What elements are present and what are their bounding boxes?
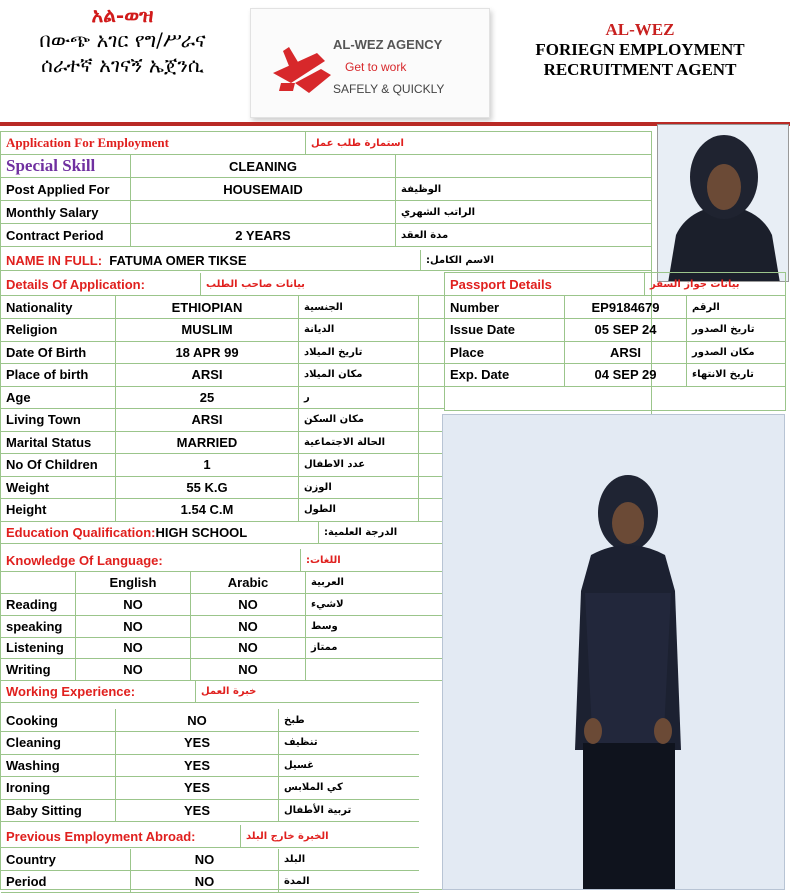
language-english: NO bbox=[76, 616, 191, 637]
language-row bbox=[1, 659, 445, 681]
passport-label: Number bbox=[445, 296, 565, 318]
language-ar: ممتاز bbox=[311, 642, 338, 653]
passport-row bbox=[444, 364, 786, 387]
english-subtitle-1: FORIEGN EMPLOYMENT bbox=[535, 40, 745, 59]
detail-row bbox=[1, 386, 445, 409]
detail-row bbox=[1, 454, 445, 477]
english-header bbox=[505, 20, 775, 80]
post-label: Post Applied For bbox=[1, 178, 131, 200]
language-label: Writing bbox=[1, 659, 76, 680]
detail-value: 1.54 C.M bbox=[116, 499, 299, 521]
application-title-ar: استمارة طلب عمل bbox=[311, 137, 404, 149]
passport-row bbox=[444, 341, 786, 364]
language-title-ar: اللغات: bbox=[306, 554, 341, 566]
education-value: HIGH SCHOOL bbox=[155, 524, 248, 540]
contract-row bbox=[1, 224, 651, 247]
experience-label: Cooking bbox=[1, 709, 116, 731]
amharic-agency-name: አል-ወዝ bbox=[91, 3, 154, 27]
amharic-subtitle-2: ሰራተኛ አገናኝ ኤጀንሲ bbox=[41, 53, 204, 77]
language-col-ar: العربية bbox=[311, 577, 344, 588]
applicant-full-body-photo bbox=[442, 414, 785, 890]
passport-title-row bbox=[444, 272, 786, 296]
experience-label: Washing bbox=[1, 754, 116, 776]
experience-ar: طبخ bbox=[284, 714, 305, 726]
experience-title-ar: خبرة العمل bbox=[201, 685, 257, 697]
english-agency-name: AL-WEZ bbox=[605, 20, 675, 39]
language-label: Listening bbox=[1, 637, 76, 658]
agency-logo bbox=[250, 8, 490, 118]
experience-ar: كي الملابس bbox=[284, 782, 343, 793]
passport-ar: تاريخ الانتهاء bbox=[692, 369, 754, 380]
experience-value: YES bbox=[116, 777, 279, 799]
experience-value: YES bbox=[116, 754, 279, 776]
detail-row bbox=[1, 364, 445, 387]
detail-value: 18 APR 99 bbox=[116, 341, 299, 363]
previous-ar: البلد bbox=[284, 854, 306, 865]
experience-row bbox=[1, 732, 419, 755]
experience-row bbox=[1, 754, 419, 777]
special-skill-label: Special Skill bbox=[1, 155, 131, 177]
detail-value: MARRIED bbox=[116, 431, 299, 453]
language-title: Knowledge Of Language: bbox=[1, 549, 301, 571]
passport-title: Passport Details bbox=[445, 273, 645, 295]
language-row bbox=[1, 637, 445, 659]
detail-label: Religion bbox=[1, 319, 116, 341]
detail-ar: مكان الميلاد bbox=[299, 364, 419, 386]
detail-ar: ر bbox=[299, 386, 419, 408]
experience-title: Working Experience: bbox=[1, 680, 196, 702]
experience-ar: تنظيف bbox=[284, 737, 318, 748]
detail-label: No Of Children bbox=[1, 454, 116, 476]
logo-sub: SAFELY & QUICKLY bbox=[333, 82, 445, 96]
passport-value: EP9184679 bbox=[565, 296, 687, 318]
education-label: Education Qualification: bbox=[6, 524, 156, 540]
details-title-row bbox=[1, 273, 445, 296]
language-arabic: NO bbox=[191, 594, 306, 615]
amharic-subtitle-1: በውጭ አገር የግ/ሥራና bbox=[39, 28, 206, 52]
detail-value: 1 bbox=[116, 454, 299, 476]
passport-value: 04 SEP 29 bbox=[565, 364, 687, 386]
detail-label: Height bbox=[1, 499, 116, 521]
detail-ar: الديانة bbox=[299, 319, 419, 341]
previous-label: Country bbox=[1, 849, 131, 870]
english-subtitle-2: RECRUITMENT AGENT bbox=[543, 60, 737, 79]
language-label: Reading bbox=[1, 594, 76, 615]
language-title-row bbox=[1, 549, 445, 572]
experience-label: Baby Sitting bbox=[1, 799, 116, 821]
detail-row bbox=[1, 476, 445, 499]
passport-label: Exp. Date bbox=[445, 364, 565, 386]
post-value: HOUSEMAID bbox=[131, 178, 396, 200]
passport-value: 05 SEP 24 bbox=[565, 319, 687, 341]
detail-value: ETHIOPIAN bbox=[116, 296, 299, 318]
detail-ar: الطول bbox=[299, 499, 419, 521]
previous-title: Previous Employment Abroad: bbox=[1, 825, 241, 847]
detail-ar: تاريخ الميلاد bbox=[299, 341, 419, 363]
passport-ar: الرقم bbox=[692, 301, 720, 313]
detail-row bbox=[1, 319, 445, 342]
language-col-arabic: Arabic bbox=[191, 572, 306, 593]
detail-row bbox=[1, 296, 445, 319]
detail-row bbox=[1, 431, 445, 454]
detail-spacer bbox=[419, 319, 445, 341]
language-ar bbox=[306, 659, 445, 680]
passport-title-ar: بيانات جواز السفر bbox=[650, 278, 740, 290]
application-title: Application For Employment bbox=[1, 132, 306, 154]
detail-spacer bbox=[419, 364, 445, 386]
detail-spacer bbox=[419, 341, 445, 363]
passport-value: ARSI bbox=[565, 341, 687, 363]
language-row bbox=[1, 594, 445, 616]
experience-row bbox=[1, 777, 419, 800]
contract-value: 2 YEARS bbox=[131, 224, 396, 246]
detail-label: Nationality bbox=[1, 296, 116, 318]
passport-ar: مكان الصدور bbox=[692, 346, 755, 358]
detail-value: 25 bbox=[116, 386, 299, 408]
salary-value bbox=[131, 201, 396, 223]
post-ar: الوظيفة bbox=[401, 183, 442, 195]
language-row bbox=[1, 616, 445, 638]
special-skill-row bbox=[1, 155, 651, 178]
experience-title-row bbox=[1, 680, 419, 703]
salary-label: Monthly Salary bbox=[1, 201, 131, 223]
salary-ar: الراتب الشهري bbox=[401, 206, 475, 218]
experience-row bbox=[1, 799, 419, 822]
passport-label: Place bbox=[445, 341, 565, 363]
experience-value: YES bbox=[116, 799, 279, 821]
detail-label: Place of birth bbox=[1, 364, 116, 386]
name-ar: الاسم الكامل: bbox=[426, 254, 494, 266]
detail-ar: الجنسية bbox=[299, 296, 419, 318]
salary-row bbox=[1, 201, 651, 224]
amharic-header bbox=[0, 2, 245, 78]
detail-spacer bbox=[419, 386, 445, 408]
language-english: NO bbox=[76, 659, 191, 680]
detail-ar: الحالة الاجتماعية bbox=[299, 431, 419, 453]
education-row bbox=[1, 521, 445, 544]
language-col-english: English bbox=[76, 572, 191, 593]
logo-tagline: Get to work bbox=[345, 60, 407, 74]
detail-row bbox=[1, 341, 445, 364]
experience-label: Cleaning bbox=[1, 732, 116, 754]
applicant-portrait-photo bbox=[657, 124, 789, 282]
detail-spacer bbox=[419, 296, 445, 318]
previous-label: Period bbox=[1, 871, 131, 892]
detail-label: Age bbox=[1, 386, 116, 408]
experience-ar: تربية الأطفال bbox=[284, 804, 352, 816]
experience-ar: غسيل bbox=[284, 759, 315, 771]
detail-ar: مكان السكن bbox=[299, 409, 419, 431]
logo-name: AL-WEZ AGENCY bbox=[333, 37, 443, 52]
detail-label: Marital Status bbox=[1, 431, 116, 453]
details-title: Details Of Application: bbox=[1, 273, 201, 295]
previous-title-ar: الخبرة خارج البلد bbox=[246, 830, 329, 842]
passport-label: Issue Date bbox=[445, 319, 565, 341]
previous-title-row bbox=[1, 825, 419, 848]
detail-value: MUSLIM bbox=[116, 319, 299, 341]
passport-row bbox=[444, 296, 786, 319]
detail-label: Date Of Birth bbox=[1, 341, 116, 363]
post-row bbox=[1, 178, 651, 201]
detail-value: ARSI bbox=[116, 364, 299, 386]
plane-logo-icon bbox=[251, 9, 491, 119]
language-english: NO bbox=[76, 594, 191, 615]
detail-label: Weight bbox=[1, 476, 116, 498]
name-value: FATUMA OMER TIKSE bbox=[109, 252, 247, 268]
passport-row bbox=[444, 319, 786, 342]
special-skill-value: CLEANING bbox=[131, 155, 396, 177]
name-row bbox=[1, 250, 651, 271]
previous-ar: المدة bbox=[284, 876, 310, 887]
contract-label: Contract Period bbox=[1, 224, 131, 246]
detail-row bbox=[1, 409, 445, 432]
detail-value: ARSI bbox=[116, 409, 299, 431]
language-header-row bbox=[1, 572, 445, 594]
passport-ar: تاريخ الصدور bbox=[692, 324, 755, 335]
detail-label: Living Town bbox=[1, 409, 116, 431]
previous-row bbox=[1, 849, 419, 871]
language-label: speaking bbox=[1, 616, 76, 637]
details-title-ar: بيانات صاحب الطلب bbox=[206, 278, 305, 290]
education-ar: الدرجة العلمية: bbox=[324, 526, 398, 538]
passport-blank-row bbox=[444, 386, 786, 411]
application-title-row bbox=[1, 132, 651, 155]
language-english: NO bbox=[76, 637, 191, 658]
language-ar: لاشيء bbox=[311, 599, 344, 610]
contract-ar: مدة العقد bbox=[401, 229, 449, 241]
previous-value: NO bbox=[131, 849, 279, 870]
detail-ar: عدد الاطفال bbox=[299, 454, 419, 476]
previous-value: NO bbox=[131, 871, 279, 892]
language-arabic: NO bbox=[191, 616, 306, 637]
language-ar: وسط bbox=[311, 620, 338, 632]
language-arabic: NO bbox=[191, 659, 306, 680]
experience-label: Ironing bbox=[1, 777, 116, 799]
experience-row bbox=[1, 709, 419, 732]
detail-ar: الوزن bbox=[299, 476, 419, 498]
detail-row bbox=[1, 499, 445, 522]
experience-value: NO bbox=[116, 709, 279, 731]
name-label: NAME IN FULL: bbox=[6, 252, 103, 268]
detail-value: 55 K.G bbox=[116, 476, 299, 498]
language-arabic: NO bbox=[191, 637, 306, 658]
experience-value: YES bbox=[116, 732, 279, 754]
